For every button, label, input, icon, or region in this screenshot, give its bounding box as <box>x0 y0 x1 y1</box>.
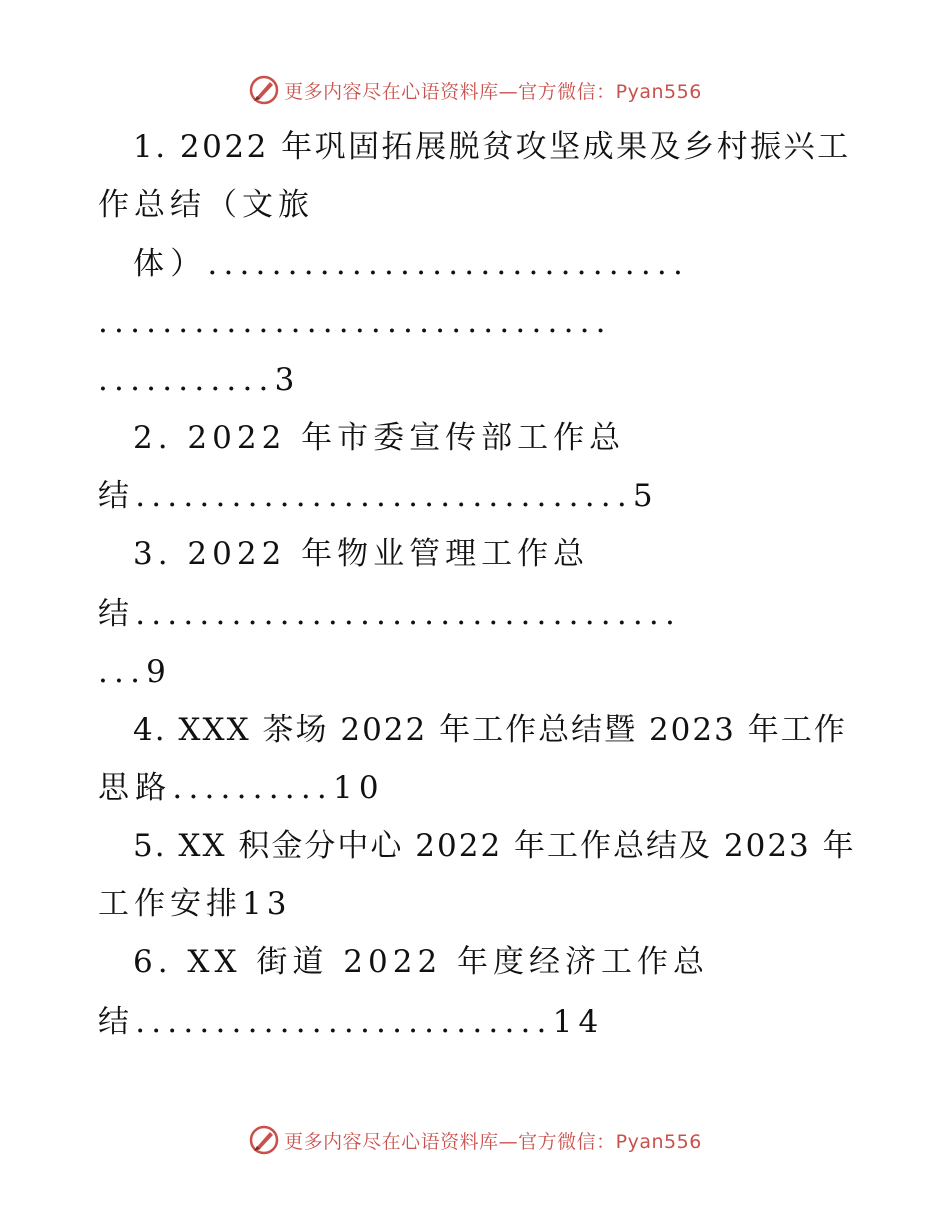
toc-entry-2-line-1[interactable]: 2. 2022 年市委宣传部工作总 <box>133 420 626 456</box>
header-banner-text: 更多内容尽在心语资料库—官方微信：Pyan556 <box>284 80 702 103</box>
toc-entry-1-line-4[interactable]: ................................ <box>98 304 612 340</box>
toc-entry-1-line-1[interactable]: 1. 2022 年巩固拓展脱贫攻坚成果及乡村振兴工 <box>133 129 851 165</box>
toc-entry-1-line-2[interactable]: 作总结（文旅 <box>98 187 314 223</box>
toc-entry-4-line-2[interactable]: 思路..........10 <box>98 770 385 806</box>
toc-entry-1-line-5[interactable]: ...........3 <box>98 362 301 398</box>
toc-entry-4-line-1[interactable]: 4. XXX 茶场 2022 年工作总结暨 2023 年工作 <box>133 712 847 748</box>
toc-entry-6-line-2[interactable]: 结..........................14 <box>98 1004 605 1040</box>
footer-banner <box>0 1120 950 1160</box>
toc-entry-3-line-3[interactable]: ...9 <box>98 654 173 690</box>
toc-entry-2-line-2[interactable]: 结...............................5 <box>98 478 659 514</box>
toc-entry-5-line-1[interactable]: 5. XX 积金分中心 2022 年工作总结及 2023 年 <box>133 828 856 864</box>
quill-pen-logo-icon <box>248 1124 280 1156</box>
toc-entry-3-line-2[interactable]: 结.................................. <box>98 596 682 632</box>
footer-banner-text: 更多内容尽在心语资料库—官方微信：Pyan556 <box>284 1130 702 1153</box>
toc-entry-6-line-1[interactable]: 6. XX 街道 2022 年度经济工作总 <box>133 944 710 980</box>
toc-entry-1-line-3[interactable]: 体）.............................. <box>133 246 690 282</box>
toc-entry-5-line-2[interactable]: 工作安排13 <box>98 886 292 922</box>
toc-entry-3-line-1[interactable]: 3. 2022 年物业管理工作总 <box>133 536 590 572</box>
